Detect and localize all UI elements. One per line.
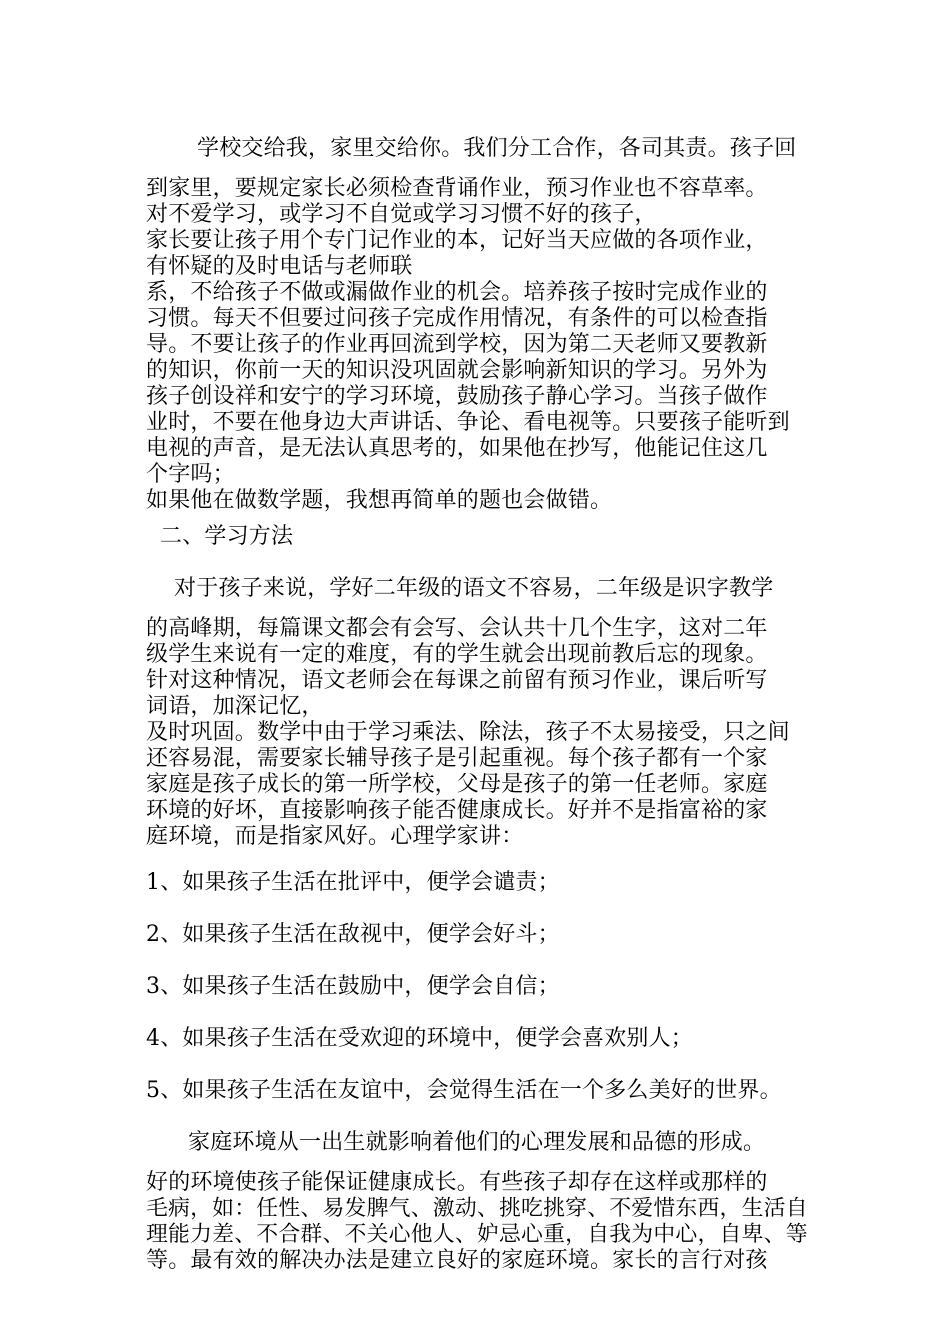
paragraph-line: 及时巩固。数学中由于学习乘法、除法，孩子不太易接受，只之间: [146, 720, 790, 745]
paragraph-line: 学校交给我，家里交给你。我们分工合作，各司其责。孩子回: [197, 136, 797, 161]
paragraph-line: 个字吗；: [146, 462, 235, 487]
list-item: 3、如果孩子生活在鼓励中，便学会自信；: [146, 974, 560, 999]
paragraph-line: 词语，加深记忆，: [146, 694, 324, 719]
paragraph-line: 家庭是孩子成长的第一所学校，父母是孩子的第一任老师。家庭: [146, 772, 768, 797]
paragraph-line: 对于孩子来说，学好二年级的语文不容易，二年级是识字教学: [174, 576, 774, 601]
paragraph-line: 的高峰期，每篇课文都会有会写、会认共十几个生字，这对二年: [146, 616, 768, 641]
paragraph-line: 还容易混，需要家长辅导孩子是引起重视。每个孩子都有一个家: [146, 746, 768, 771]
paragraph-line: 好的环境使孩子能保证健康成长。有些孩子却存在这样或那样的: [146, 1170, 768, 1195]
paragraph-line: 导。不要让孩子的作业再回流到学校，因为第二天老师又要教新: [146, 332, 768, 357]
paragraph-line: 孩子创设祥和安宁的学习环境，鼓励孩子静心学习。当孩子做作: [146, 384, 768, 409]
paragraph-line: 对不爱学习，或学习不自觉或学习习惯不好的孩子，: [146, 202, 657, 227]
paragraph-line: 毛病，如：任性、易发脾气、激动、挑吃挑穿、不爱惜东西，生活自: [146, 1196, 808, 1221]
list-item: 2、如果孩子生活在敌视中，便学会好斗；: [146, 922, 560, 947]
paragraph-line: 到家里，要规定家长必须检查背诵作业，预习作业也不容草率。: [146, 176, 768, 201]
paragraph-line: 如果他在做数学题，我想再简单的题也会做错。: [146, 488, 613, 513]
paragraph-line: 庭环境，而是指家风好。心理学家讲：: [146, 824, 524, 849]
paragraph-line: 等。最有效的解决办法是建立良好的家庭环境。家长的言行对孩: [146, 1248, 768, 1273]
paragraph-line: 理能力差、不合群、不关心他人、妒忌心重，自我为中心，自卑、等: [146, 1222, 808, 1247]
paragraph-line: 家庭环境从一出生就影响着他们的心理发展和品德的形成。: [188, 1130, 766, 1155]
paragraph-line: 环境的好坏，直接影响孩子能否健康成长。好并不是指富裕的家: [146, 798, 768, 823]
paragraph-line: 的知识，你前一天的知识没巩固就会影响新知识的学习。另外为: [146, 358, 768, 383]
paragraph-line: 习惯。每天不但要过问孩子完成作用情况，有条件的可以检查指: [146, 306, 768, 331]
list-item: 1、如果孩子生活在批评中，便学会谴责；: [146, 870, 560, 895]
list-item: 4、如果孩子生活在受欢迎的环境中，便学会喜欢别人；: [146, 1026, 693, 1051]
paragraph-line: 家长要让孩子用个专门记作业的本，记好当天应做的各项作业，: [146, 228, 768, 253]
section-heading: 二、学习方法: [160, 524, 294, 549]
paragraph-line: 有怀疑的及时电话与老师联: [146, 254, 413, 279]
paragraph-line: 针对这种情况，语文老师会在每课之前留有预习作业，课后听写: [146, 668, 768, 693]
list-item: 5、如果孩子生活在友谊中，会觉得生活在一个多么美好的世界。: [146, 1078, 782, 1103]
paragraph-line: 业时，不要在他身边大声讲话、争论、看电视等。只要孩子能听到: [146, 410, 790, 435]
paragraph-line: 电视的声音，是无法认真思考的，如果他在抄写，他能记住这几: [146, 436, 768, 461]
paragraph-line: 级学生来说有一定的难度，有的学生就会出现前教后忘的现象。: [146, 642, 768, 667]
paragraph-line: 系，不给孩子不做或漏做作业的机会。培养孩子按时完成作业的: [146, 280, 768, 305]
